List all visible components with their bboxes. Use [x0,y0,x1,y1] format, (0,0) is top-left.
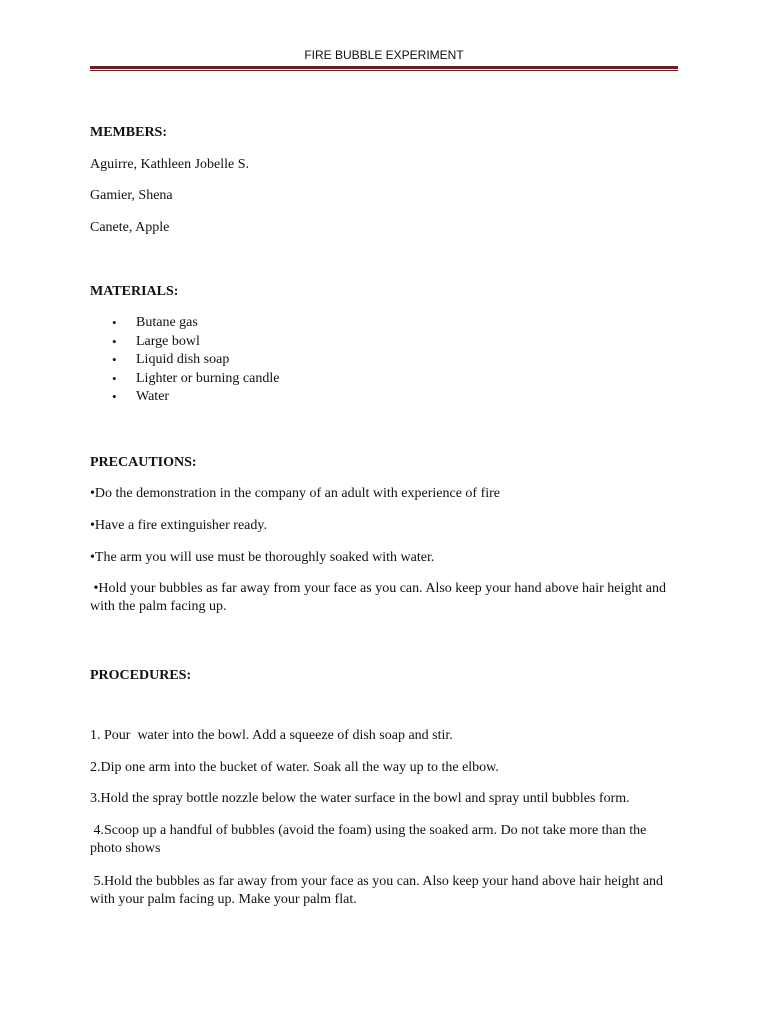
list-item [90,370,680,389]
procedures-heading: PROCEDURES: [90,668,192,683]
precautions-heading: PRECAUTIONS: [90,455,197,470]
header-rule-thin [90,70,678,71]
list-item [90,314,680,333]
member-name: Canete, Apple [90,220,170,235]
member-name: Gamier, Shena [90,188,173,203]
members-heading: MEMBERS: [90,125,167,140]
material-label: Butane gas [136,315,198,330]
bullet-icon: • [112,370,117,386]
materials-list [90,314,680,407]
materials-heading: MATERIALS: [90,284,179,299]
procedure-step: 4.Scoop up a handful of bubbles (avoid the foam) using the soaked arm. Do not take more than the photo shows [90,823,650,856]
material-label: Liquid dish soap [136,352,230,368]
procedure-step: 1. Pour water into the bowl. Add a squeeze of dish soap and stir. [90,728,453,743]
list-item [90,333,680,352]
material-label: Water [136,389,170,405]
bullet-icon: • [112,315,117,330]
bullet-icon: • [112,333,117,349]
precaution-item: •Have a fire extinguisher ready. [90,518,267,533]
procedure-step: 2.Dip one arm into the bucket of water. Soak all the way up to the elbow. [90,760,499,775]
list-item [90,388,680,407]
member-name: Aguirre, Kathleen Jobelle S. [90,157,250,172]
bullet-icon: • [112,352,117,368]
material-label: Large bowl [136,333,200,349]
header-title: FIRE BUBBLE EXPERIMENT [304,48,464,62]
header-rule-thick [90,66,678,69]
precaution-item: •Do the demonstration in the company of an adult with experience of fire [90,486,500,501]
precaution-item: •Hold your bubbles as far away from your face as you can. Also keep your hand above hair height and with the palm facing up. [90,581,670,614]
list-item [90,351,680,370]
bullet-icon: • [112,389,117,405]
precaution-item: •The arm you will use must be thoroughly soaked with water. [90,550,435,565]
material-label: Lighter or burning candle [136,370,280,386]
procedure-step: 5.Hold the bubbles as far away from your face as you can. Also keep your hand above hair height and with your palm facing up. Make your palm flat. [90,874,667,907]
procedure-step: 3.Hold the spray bottle nozzle below the water surface in the bowl and spray until bubbles form. [90,791,630,806]
